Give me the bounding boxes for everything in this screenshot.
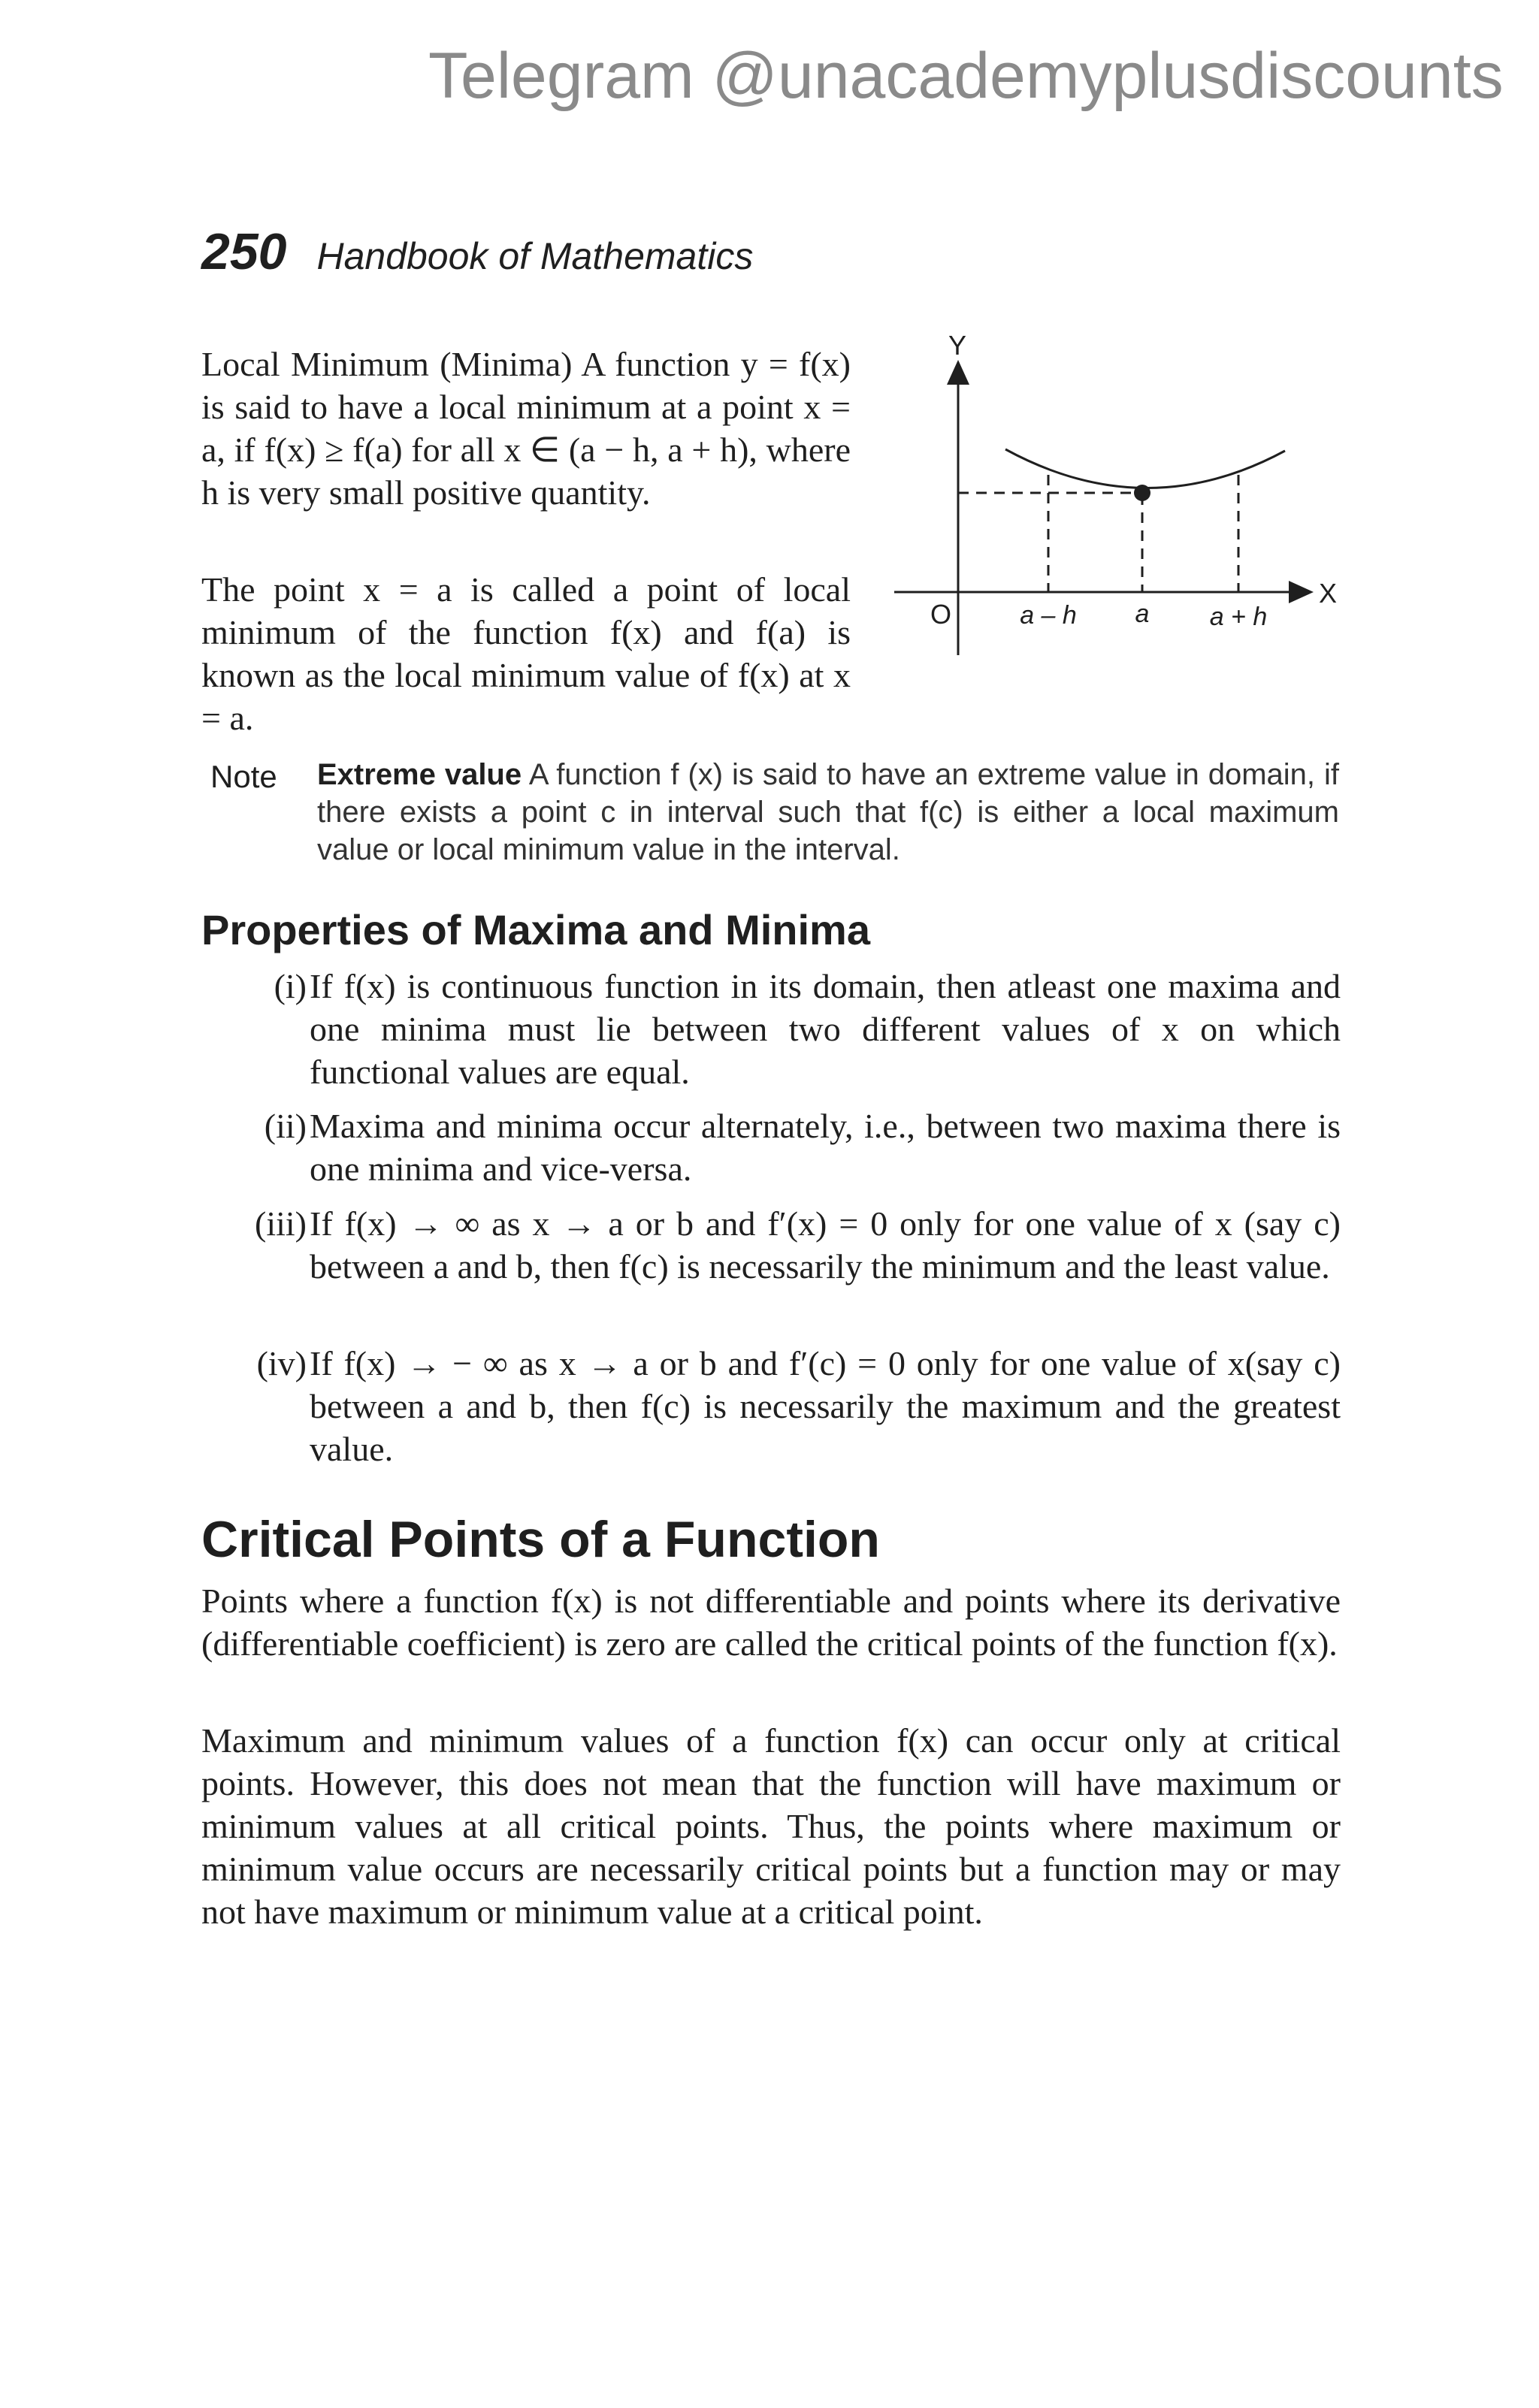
property-text: If f(x) → − ∞ as x → a or b and f′(c) = 0 only for one value of x(say c) between a and b, then f(c) is necessarily the maximum and the greatest value. — [310, 1344, 1341, 1468]
local-min-text: Local Minimum (Minima) A function y = f(x) is said to have a local minimum at a point x = a, if f(x) ≥ f(a) for all x ∈ (a − h, a + h), where h is very small positive quantity. — [201, 345, 851, 512]
property-number: (i) — [274, 967, 307, 1005]
critical-text-2: Maximum and minimum values of a function f(x) can occur only at critical points. However, this does not mean that the function will have maximum or minimum values at all critical points. Thus, the points where maximum or minimum value occurs are necessarily critical points but a function may or may not have maximum or minimum value at a critical point. — [201, 1721, 1341, 1931]
properties-heading: Properties of Maxima and Minima — [201, 906, 870, 953]
property-text: If f(x) → ∞ as x → a or b and f′(x) = 0 only for one value of x (say c) between a and b, then f(c) is necessarily the minimum and the least value. — [310, 1204, 1341, 1286]
property-text: If f(x) is continuous function in its domain, then atleast one maxima and one minima must lie between two different values of x on which functional values are equal. — [310, 967, 1341, 1091]
page-header — [201, 222, 753, 281]
critical-paragraph-2 — [201, 1719, 1341, 1933]
point-paragraph — [201, 568, 851, 739]
page-number: 250 — [201, 223, 287, 280]
property-number: (iv) — [256, 1344, 307, 1382]
point-text: The point x = a is called a point of local minimum of the function f(x) and f(a) is known as the local minimum value of f(x) at x = a. — [201, 570, 851, 737]
x-axis-label: X — [1319, 578, 1338, 609]
property-number: (iii) — [255, 1204, 307, 1243]
critical-paragraph-1 — [201, 1579, 1341, 1665]
minimum-point — [1134, 485, 1150, 501]
book-title: Handbook of Mathematics — [316, 235, 754, 277]
local-minimum-figure — [894, 331, 1360, 661]
property-text: Maxima and minima occur alternately, i.e., between two maxima there is one minima and vice-versa. — [310, 1107, 1341, 1188]
note-label: Note — [210, 759, 277, 794]
origin-label: O — [930, 599, 952, 630]
note-text: A function f (x) is said to have an extreme value in domain, if there exists a point c in interval such that f(c) is either a local maximum value or local minimum value in the interval. — [317, 758, 1339, 866]
critical-text-1: Points where a function f(x) is not differentiable and points where its derivative (differentiable coefficient) is zero are called the critical points of the function f(x). — [201, 1582, 1341, 1663]
local-min-paragraph — [201, 343, 851, 514]
property-number: (ii) — [264, 1107, 307, 1145]
critical-heading: Critical Points of a Function — [201, 1511, 880, 1568]
tick-label-a-minus-h: a – h — [1020, 601, 1077, 630]
y-axis-label: Y — [948, 331, 967, 361]
note-body — [317, 756, 1339, 869]
tick-label-a: a — [1135, 600, 1150, 628]
watermark: Telegram @unacademyplusdiscounts — [428, 40, 1504, 112]
note-term: Extreme value — [317, 758, 522, 791]
tick-label-a-plus-h: a + h — [1209, 603, 1268, 631]
